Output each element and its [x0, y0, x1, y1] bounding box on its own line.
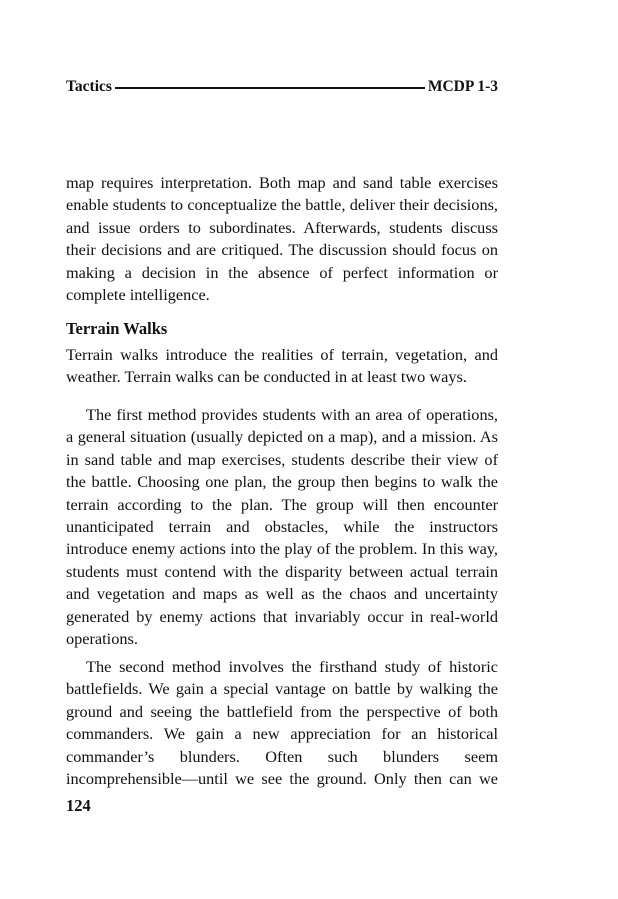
running-header: [66, 76, 498, 98]
header-rule: [115, 87, 425, 89]
page-number: 124: [66, 796, 91, 815]
header-section-title: Tactics: [66, 78, 112, 95]
paragraph-map-interpretation: map requires interpretation. Both map and sand table exercises enable students to conceptualize the battle, deliver their decisions, and issue orders to subordinates. Afterwards, students discuss their decisions and are critiqued. The discussion should focus on making a decision in the absence of perfect information or complete intelligence.: [66, 173, 498, 305]
section-heading-terrain-walks: Terrain Walks: [66, 319, 168, 338]
header-publication-id: MCDP 1-3: [427, 78, 498, 95]
paragraph-first-method: The first method provides students with an area of operations, a general situation (usually depicted on a map), and a mission. As in sand table and map exercises, students describe their view of the battle. Choosing one plan, the group then begins to walk the terrain according to the plan. The group will then encounter unanticipated terrain and obstacles, while the instructors introduce enemy actions into the play of the problem. In this way, students must contend with the disparity between actual terrain and vegetation and maps as well as the chaos and uncertainty generated by enemy actions that invariably occur in real-world operations.: [66, 405, 498, 649]
paragraph-terrain-walks-intro: Terrain walks introduce the realities of terrain, vegetation, and weather. Terrain walks can be conducted in at least two ways.: [66, 345, 498, 387]
paragraph-second-method: The second method involves the firsthand study of historic battlefields. We gain a special vantage on battle by walking the ground and seeing the battlefield from the perspective of both commanders. We gain a new appreciation for an historical commander’s blunders. Often such blunders seem incomprehensible—until we see the ground. Only then can we: [66, 657, 498, 789]
